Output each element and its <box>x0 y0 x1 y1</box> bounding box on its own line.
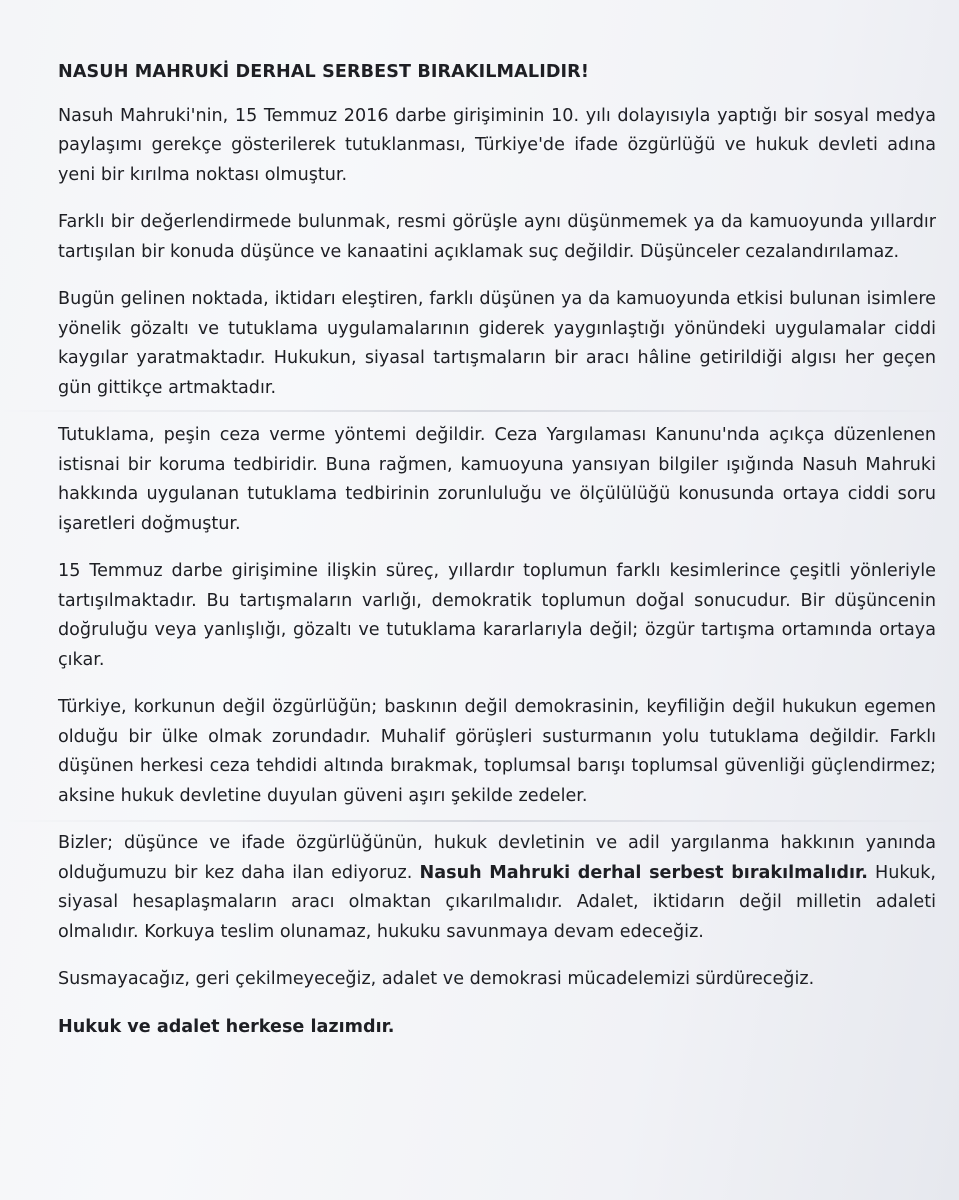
closing-statement: Hukuk ve adalet herkese lazımdır. <box>58 1016 395 1037</box>
paragraph-7-text-start: Bizler; düşünce ve ifade özgürlüğünün, hukuk devletinin ve adil yargılanma hakkının yanında olduğumuzu bir kez daha ilan ediyoruz. <box>58 833 936 883</box>
paragraph-5: 15 Temmuz darbe girişimine ilişkin süreç, yıllardır toplumun farklı kesimlerince çeşitli yönleriyle tartışılmaktadır. Bu tartışmaların varlığı, demokratik toplumun doğal sonucudur. Bir düşüncenin doğruluğu veya yanlışlığı, gözaltı ve tutuklama kararlarıyla değil; özgür tartışma ortamında ortaya çıkar. <box>58 561 936 670</box>
paragraph-7-text-end: Hukuk, siyasal hesaplaşmaların aracı olmaktan çıkarılmalıdır. Adalet, iktidarın değil milletin adaleti olmalıdır. Korkuya teslim olunamaz, hukuku savunmaya devam edeceğiz. <box>58 862 936 942</box>
paragraph-3: Bugün gelinen noktada, iktidarı eleştiren, farklı düşünen ya da kamuoyunda etkisi bulunan isimlere yönelik gözaltı ve tutuklama uygulamalarının giderek yaygınlaştığı yönündeki uygulamalar ciddi kaygılar yaratmaktadır. Hukukun, siyasal tartışmaların bir aracı hâline getirildiği algısı her geçen gün gittikçe artmaktadır. <box>58 289 936 398</box>
paragraph-2: Farklı bir değerlendirmede bulunmak, resmi görüşle aynı düşünmemek ya da kamuoyunda yıllardır tartışılan bir konuda düşünce ve kanaatini açıklamak suç değildir. Düşünceler cezalandırılamaz. <box>58 212 936 262</box>
document-title: NASUH MAHRUKİ DERHAL SERBEST BIRAKILMALIDIR! <box>58 62 589 82</box>
paragraph-8: Susmayacağız, geri çekilmeyeceğiz, adalet ve demokrasi mücadelemizi sürdüreceğiz. <box>58 969 815 989</box>
document-body <box>58 58 936 1042</box>
paragraph-7 <box>58 829 936 947</box>
release-demand-bold: Nasuh Mahruki derhal serbest bırakılmalıdır. <box>419 862 868 883</box>
paragraph-4: Tutuklama, peşin ceza verme yöntemi değildir. Ceza Yargılaması Kanunu'nda açıkça düzenlenen istisnai bir koruma tedbiridir. Buna rağmen, kamuoyuna yansıyan bilgiler ışığında Nasuh Mahruki hakkında uygulanan tutuklama tedbirinin zorunluluğu ve ölçülülüğü konusunda ortaya ciddi soru işaretleri doğmuştur. <box>58 425 936 534</box>
paragraph-1: Nasuh Mahruki'nin, 15 Temmuz 2016 darbe girişiminin 10. yılı dolayısıyla yaptığı bir sosyal medya paylaşımı gerekçe gösterilerek tutuklanması, Türkiye'de ifade özgürlüğü ve hukuk devleti adına yeni bir kırılma noktası olmuştur. <box>58 105 936 185</box>
paragraph-6: Türkiye, korkunun değil özgürlüğün; baskının değil demokrasinin, keyfiliğin değil hukukun egemen olduğu bir ülke olmak zorundadır. Muhalif görüşleri susturmanın yolu tutuklama değildir. Farklı düşünen herkesi ceza tehdidi altında bırakmak, toplumsal barışı toplumsal güvenliği güçlendirmez; aksine hukuk devletine duyulan güveni aşırı şekilde zedeler. <box>58 697 936 806</box>
